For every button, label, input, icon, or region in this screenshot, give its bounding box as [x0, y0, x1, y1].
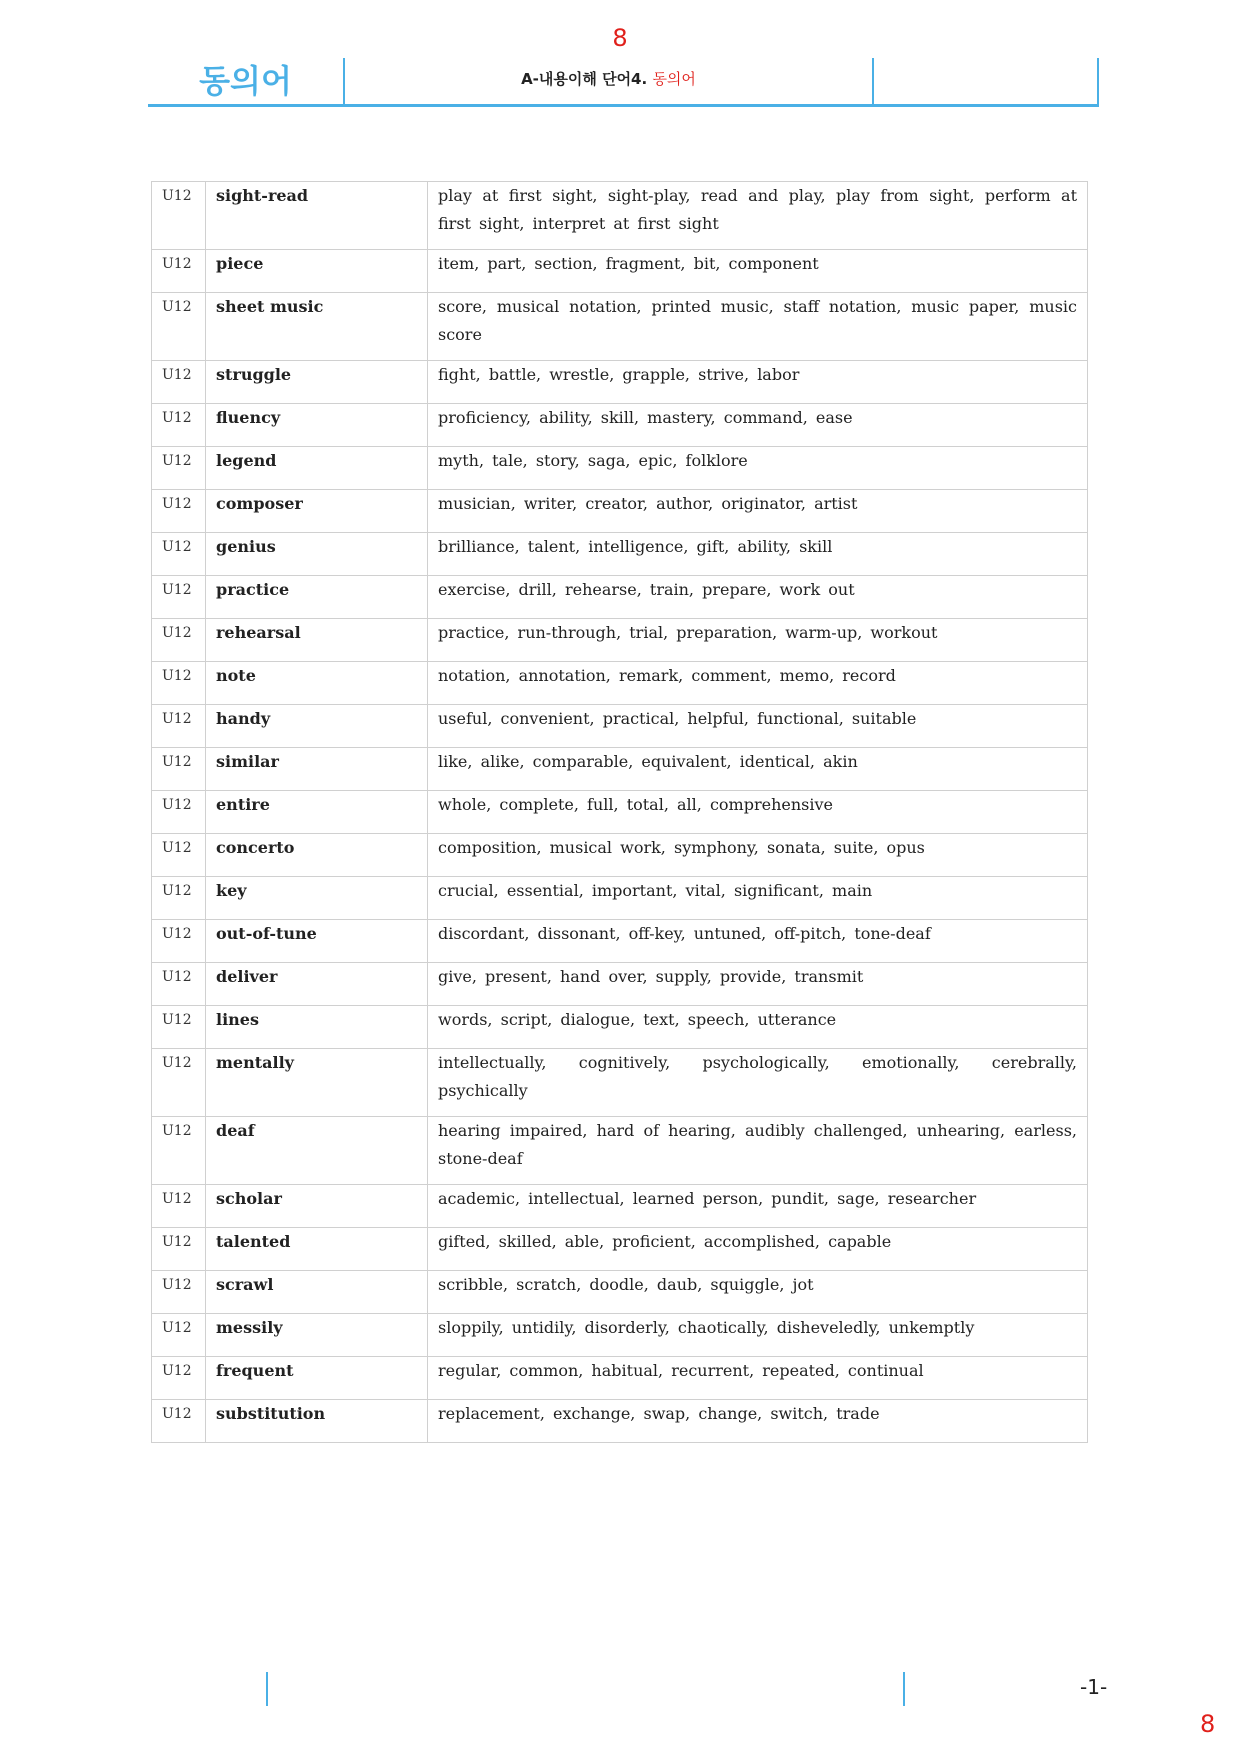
unit-cell: U12: [152, 834, 206, 877]
unit-cell: U12: [152, 533, 206, 576]
table-row: [152, 877, 1088, 920]
word-cell: practice: [206, 576, 428, 619]
word-cell: out-of-tune: [206, 920, 428, 963]
top-page-number: 8: [612, 24, 628, 52]
synonyms-cell: regular, common, habitual, recurrent, repeated, continual: [428, 1357, 1088, 1400]
synonyms-cell: discordant, dissonant, off-key, untuned, off-pitch, tone-deaf: [428, 920, 1088, 963]
synonyms-cell: words, script, dialogue, text, speech, utterance: [428, 1006, 1088, 1049]
header-subtitle-main: A-내용이해 단어4.: [521, 70, 648, 88]
word-cell: struggle: [206, 361, 428, 404]
table-row: [152, 293, 1088, 361]
unit-cell: U12: [152, 1185, 206, 1228]
synonyms-cell: score, musical notation, printed music, staff notation, music paper, music score: [428, 293, 1088, 361]
table-row: [152, 834, 1088, 877]
unit-cell: U12: [152, 250, 206, 293]
unit-cell: U12: [152, 490, 206, 533]
synonyms-cell: hearing impaired, hard of hearing, audibly challenged, unhearing, earless, stone-deaf: [428, 1117, 1088, 1185]
table-row: [152, 1228, 1088, 1271]
synonyms-cell: musician, writer, creator, author, originator, artist: [428, 490, 1088, 533]
header-divider: [872, 58, 874, 104]
word-cell: talented: [206, 1228, 428, 1271]
word-cell: legend: [206, 447, 428, 490]
table-row: [152, 963, 1088, 1006]
table-row: [152, 748, 1088, 791]
synonym-table-body: [152, 182, 1088, 1443]
unit-cell: U12: [152, 1228, 206, 1271]
synonyms-cell: notation, annotation, remark, comment, memo, record: [428, 662, 1088, 705]
word-cell: entire: [206, 791, 428, 834]
table-row: [152, 533, 1088, 576]
table-row: [152, 662, 1088, 705]
word-cell: scrawl: [206, 1271, 428, 1314]
table-row: [152, 490, 1088, 533]
table-row: [152, 705, 1088, 748]
table-row: [152, 447, 1088, 490]
table-row: [152, 361, 1088, 404]
word-cell: mentally: [206, 1049, 428, 1117]
table-row: [152, 1400, 1088, 1443]
synonyms-cell: practice, run-through, trial, preparation, warm-up, workout: [428, 619, 1088, 662]
word-cell: deliver: [206, 963, 428, 1006]
word-cell: note: [206, 662, 428, 705]
synonyms-cell: useful, convenient, practical, helpful, functional, suitable: [428, 705, 1088, 748]
word-cell: concerto: [206, 834, 428, 877]
unit-cell: U12: [152, 1400, 206, 1443]
word-cell: fluency: [206, 404, 428, 447]
synonym-table: [151, 181, 1088, 1443]
unit-cell: U12: [152, 404, 206, 447]
unit-cell: U12: [152, 705, 206, 748]
header-divider: [1097, 58, 1099, 104]
table-row: [152, 576, 1088, 619]
table-row: [152, 791, 1088, 834]
header-title: 동의어: [199, 62, 292, 100]
word-cell: similar: [206, 748, 428, 791]
word-cell: deaf: [206, 1117, 428, 1185]
unit-cell: U12: [152, 576, 206, 619]
synonyms-cell: fight, battle, wrestle, grapple, strive, labor: [428, 361, 1088, 404]
unit-cell: U12: [152, 1271, 206, 1314]
synonyms-cell: intellectually, cognitively, psychologically, emotionally, cerebrally, psychically: [428, 1049, 1088, 1117]
synonyms-cell: item, part, section, fragment, bit, component: [428, 250, 1088, 293]
unit-cell: U12: [152, 791, 206, 834]
word-cell: substitution: [206, 1400, 428, 1443]
unit-cell: U12: [152, 1357, 206, 1400]
word-cell: sheet music: [206, 293, 428, 361]
word-cell: scholar: [206, 1185, 428, 1228]
word-cell: frequent: [206, 1357, 428, 1400]
synonyms-cell: myth, tale, story, saga, epic, folklore: [428, 447, 1088, 490]
table-row: [152, 619, 1088, 662]
synonyms-cell: replacement, exchange, swap, change, switch, trade: [428, 1400, 1088, 1443]
word-cell: rehearsal: [206, 619, 428, 662]
synonyms-cell: brilliance, talent, intelligence, gift, ability, skill: [428, 533, 1088, 576]
synonyms-cell: sloppily, untidily, disorderly, chaotically, disheveledly, unkemptly: [428, 1314, 1088, 1357]
unit-cell: U12: [152, 182, 206, 250]
table-row: [152, 250, 1088, 293]
unit-cell: U12: [152, 920, 206, 963]
unit-cell: U12: [152, 963, 206, 1006]
table-row: [152, 1049, 1088, 1117]
page-header: [148, 58, 1099, 107]
table-row: [152, 1357, 1088, 1400]
word-cell: key: [206, 877, 428, 920]
synonyms-cell: crucial, essential, important, vital, significant, main: [428, 877, 1088, 920]
unit-cell: U12: [152, 361, 206, 404]
unit-cell: U12: [152, 1049, 206, 1117]
table-row: [152, 1314, 1088, 1357]
unit-cell: U12: [152, 877, 206, 920]
word-cell: piece: [206, 250, 428, 293]
header-subtitle: [345, 68, 872, 89]
synonyms-cell: play at first sight, sight-play, read and play, play from sight, perform at first sight, interpret at first sight: [428, 182, 1088, 250]
footer-divider: [903, 1672, 905, 1706]
unit-cell: U12: [152, 293, 206, 361]
synonyms-cell: like, alike, comparable, equivalent, identical, akin: [428, 748, 1088, 791]
synonyms-cell: proficiency, ability, skill, mastery, command, ease: [428, 404, 1088, 447]
synonyms-cell: academic, intellectual, learned person, pundit, sage, researcher: [428, 1185, 1088, 1228]
table-row: [152, 1117, 1088, 1185]
unit-cell: U12: [152, 1314, 206, 1357]
bottom-page-mark: 8: [1200, 1710, 1216, 1738]
word-cell: sight-read: [206, 182, 428, 250]
table-row: [152, 1271, 1088, 1314]
table-row: [152, 404, 1088, 447]
synonyms-cell: exercise, drill, rehearse, train, prepare, work out: [428, 576, 1088, 619]
word-cell: lines: [206, 1006, 428, 1049]
unit-cell: U12: [152, 662, 206, 705]
unit-cell: U12: [152, 619, 206, 662]
synonyms-cell: gifted, skilled, able, proficient, accomplished, capable: [428, 1228, 1088, 1271]
synonyms-cell: whole, complete, full, total, all, comprehensive: [428, 791, 1088, 834]
synonyms-cell: scribble, scratch, doodle, daub, squiggle, jot: [428, 1271, 1088, 1314]
unit-cell: U12: [152, 447, 206, 490]
unit-cell: U12: [152, 748, 206, 791]
footer-divider: [266, 1672, 268, 1706]
synonyms-cell: composition, musical work, symphony, sonata, suite, opus: [428, 834, 1088, 877]
table-row: [152, 1185, 1088, 1228]
word-cell: handy: [206, 705, 428, 748]
word-cell: composer: [206, 490, 428, 533]
unit-cell: U12: [152, 1117, 206, 1185]
table-row: [152, 1006, 1088, 1049]
header-subtitle-accent: 동의어: [652, 70, 696, 88]
table-row: [152, 182, 1088, 250]
table-row: [152, 920, 1088, 963]
footer-page-number: -1-: [1080, 1675, 1108, 1699]
unit-cell: U12: [152, 1006, 206, 1049]
word-cell: messily: [206, 1314, 428, 1357]
synonyms-cell: give, present, hand over, supply, provide, transmit: [428, 963, 1088, 1006]
word-cell: genius: [206, 533, 428, 576]
